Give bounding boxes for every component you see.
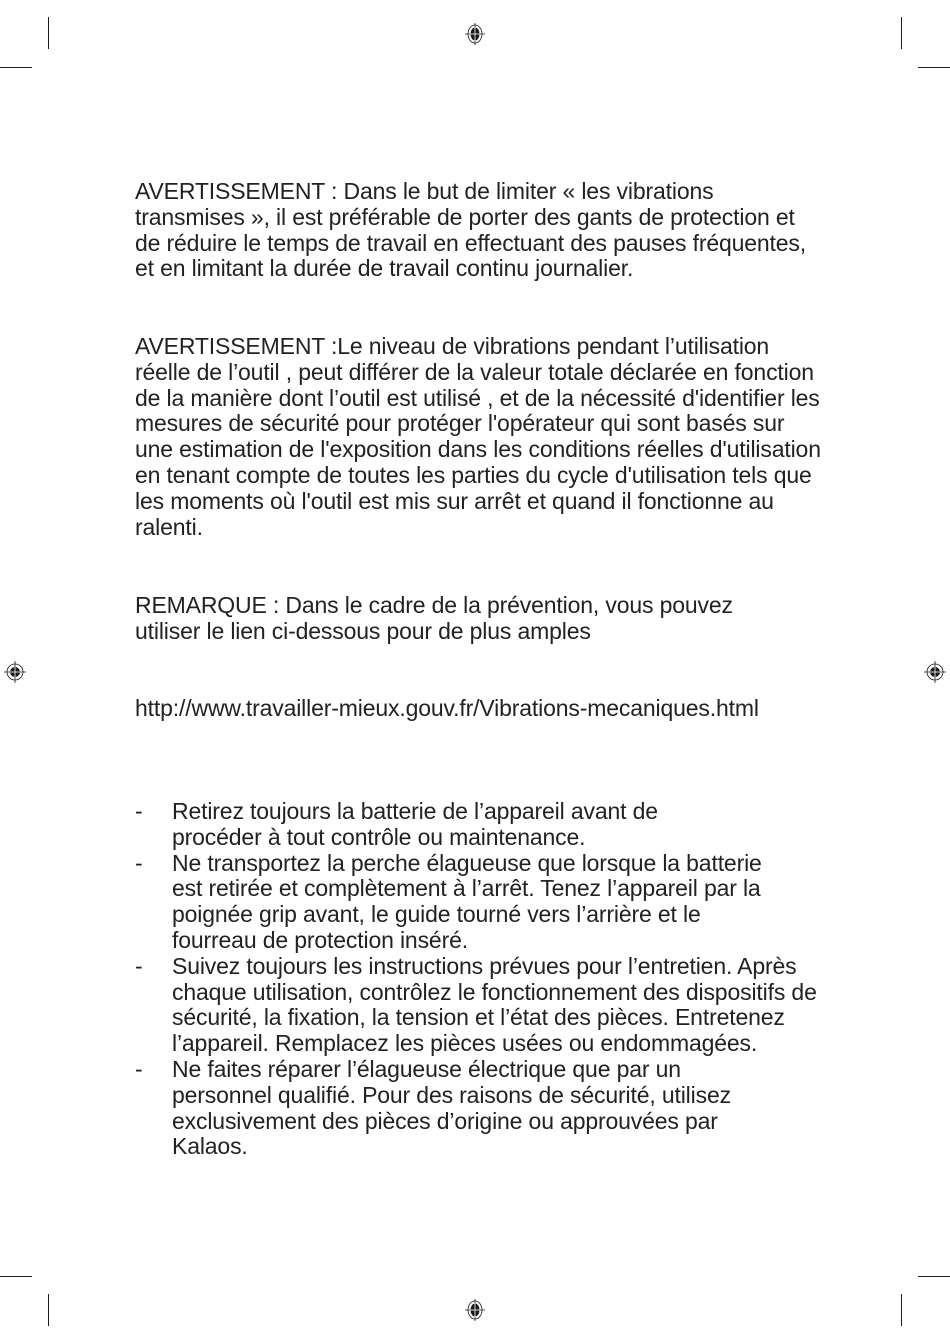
crop-mark-bottom-right-horizontal <box>918 1276 950 1277</box>
list-item-text: Retirez toujours la batterie de l’appareil avant de procéder à tout contrôle ou maintenance. <box>172 798 658 850</box>
warning-paragraph-1: AVERTISSEMENT : Dans le but de limiter « les vibrations transmises », il est préférable de porter des gants de protection et de réduire le temps de travail en effectuant des pauses fréquentes, et en limitant la durée de travail continu journalier. <box>135 178 807 282</box>
list-item <box>135 954 835 1057</box>
remark-paragraph: REMARQUE : Dans le cadre de la prévention, vous pouvez utiliser le lien ci-dessous pour de plus amples <box>135 592 733 644</box>
list-item <box>135 1057 835 1160</box>
registration-mark-icon <box>3 660 27 684</box>
maintenance-bullet-list <box>135 799 835 1160</box>
bullet-dash: - <box>135 849 143 876</box>
bullet-dash: - <box>135 952 143 979</box>
crop-mark-top-left-horizontal <box>0 67 32 68</box>
list-item <box>135 799 835 851</box>
crop-mark-top-right-horizontal <box>918 67 950 68</box>
crop-mark-bottom-left-vertical <box>48 1294 49 1326</box>
list-item-text: Ne faites réparer l’élagueuse électrique que par un personnel qualifié. Pour des raisons de sécurité, utilisez exclusivement des pièces d’origine ou approuvées par Kalaos. <box>172 1055 731 1160</box>
crop-mark-top-left-vertical <box>48 17 49 49</box>
crop-mark-bottom-right-vertical <box>901 1294 902 1326</box>
registration-mark-icon <box>463 22 487 46</box>
crop-mark-bottom-left-horizontal <box>0 1276 32 1277</box>
registration-mark-icon <box>923 660 947 684</box>
list-item-text: Ne transportez la perche élagueuse que lorsque la batterie est retirée et complètement à l’arrêt. Tenez l’appareil par la poignée grip avant, le guide tourné vers l’arrière et le fourreau de protection inséré. <box>172 849 762 953</box>
list-item-text: Suivez toujours les instructions prévues pour l’entretien. Après chaque utilisation, contrôlez le fonctionnement des dispositifs de sécurité, la fixation, la tension et l’état des pièces. Entretenez l’appareil. Remplacez les pièces usées ou endommagées. <box>172 952 817 1057</box>
list-item <box>135 851 835 954</box>
crop-mark-top-right-vertical <box>901 17 902 49</box>
vibrations-link[interactable]: http://www.travailler-mieux.gouv.fr/Vibrations-mecaniques.html <box>135 695 759 721</box>
registration-mark-icon <box>463 1298 487 1322</box>
warning-paragraph-2: AVERTISSEMENT :Le niveau de vibrations pendant l’utilisation réelle de l’outil , peut différer de la valeur totale déclarée en fonction de la manière dont l’outil est utilisé , et de la nécessité d'identifier les mesures de sécurité pour protéger l'opérateur qui sont basés sur une estimation de l'exposition dans les conditions réelles d'utilisation en tenant compte de toutes les parties du cycle d'utilisation tels que les moments où l'outil est mis sur arrêt et quand il fonctionne au ralenti. <box>135 333 821 540</box>
bullet-dash: - <box>135 798 143 824</box>
bullet-dash: - <box>135 1055 143 1082</box>
